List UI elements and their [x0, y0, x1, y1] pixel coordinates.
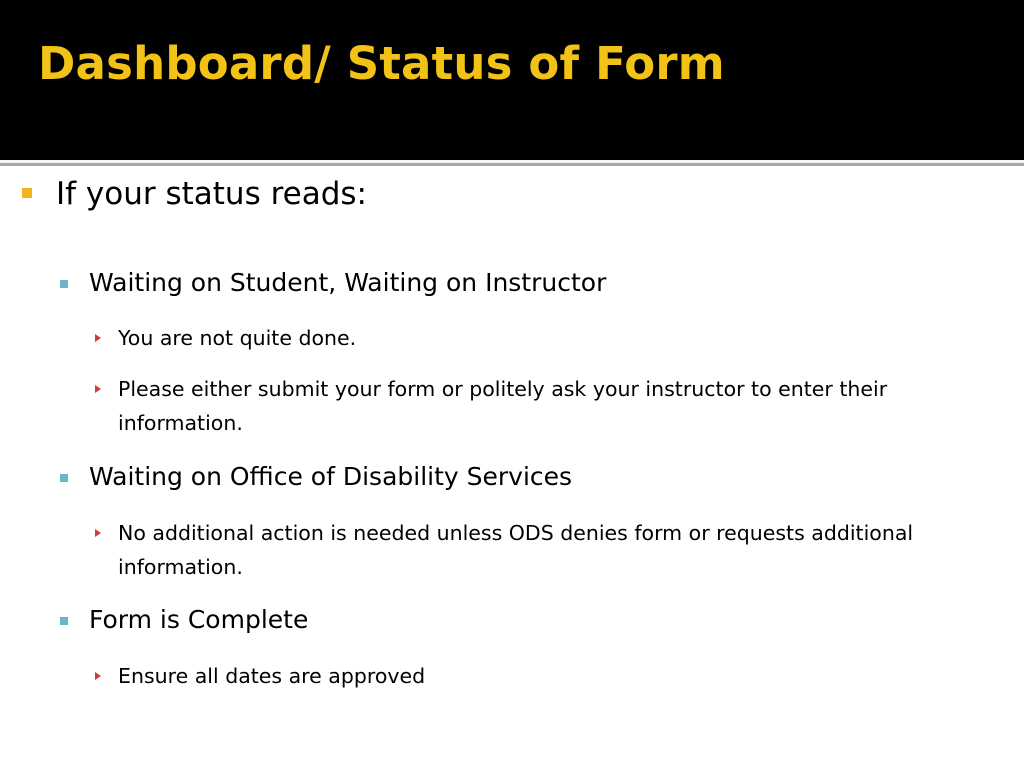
note-not-done: You are not quite done. — [118, 326, 357, 350]
status-waiting-student-instructor: Waiting on Student, Waiting on Instructor — [89, 268, 607, 297]
status-form-complete: Form is Complete — [89, 605, 309, 634]
level3-bullet-icon — [95, 672, 101, 680]
intro-line: If your status reads: — [56, 176, 367, 212]
slide-body — [0, 166, 1024, 768]
level3-bullet-icon — [95, 334, 101, 342]
title-bar — [0, 0, 1024, 160]
level1-bullet-icon — [22, 188, 32, 198]
note-submit-or-ask: Please either submit your form or politely ask your instructor to enter their information. — [118, 377, 888, 435]
note-ensure-dates: Ensure all dates are approved — [118, 664, 426, 688]
note-no-action: No additional action is needed unless ODS denies form or requests additional information. — [118, 521, 914, 579]
level2-bullet-icon — [60, 280, 68, 288]
level3-bullet-icon — [95, 529, 101, 537]
status-waiting-ods: Waiting on Office of Disability Services — [89, 462, 573, 491]
level2-bullet-icon — [60, 617, 68, 625]
level3-bullet-icon — [95, 385, 101, 393]
level2-bullet-icon — [60, 474, 68, 482]
slide-title: Dashboard/ Status of Form — [38, 37, 725, 90]
